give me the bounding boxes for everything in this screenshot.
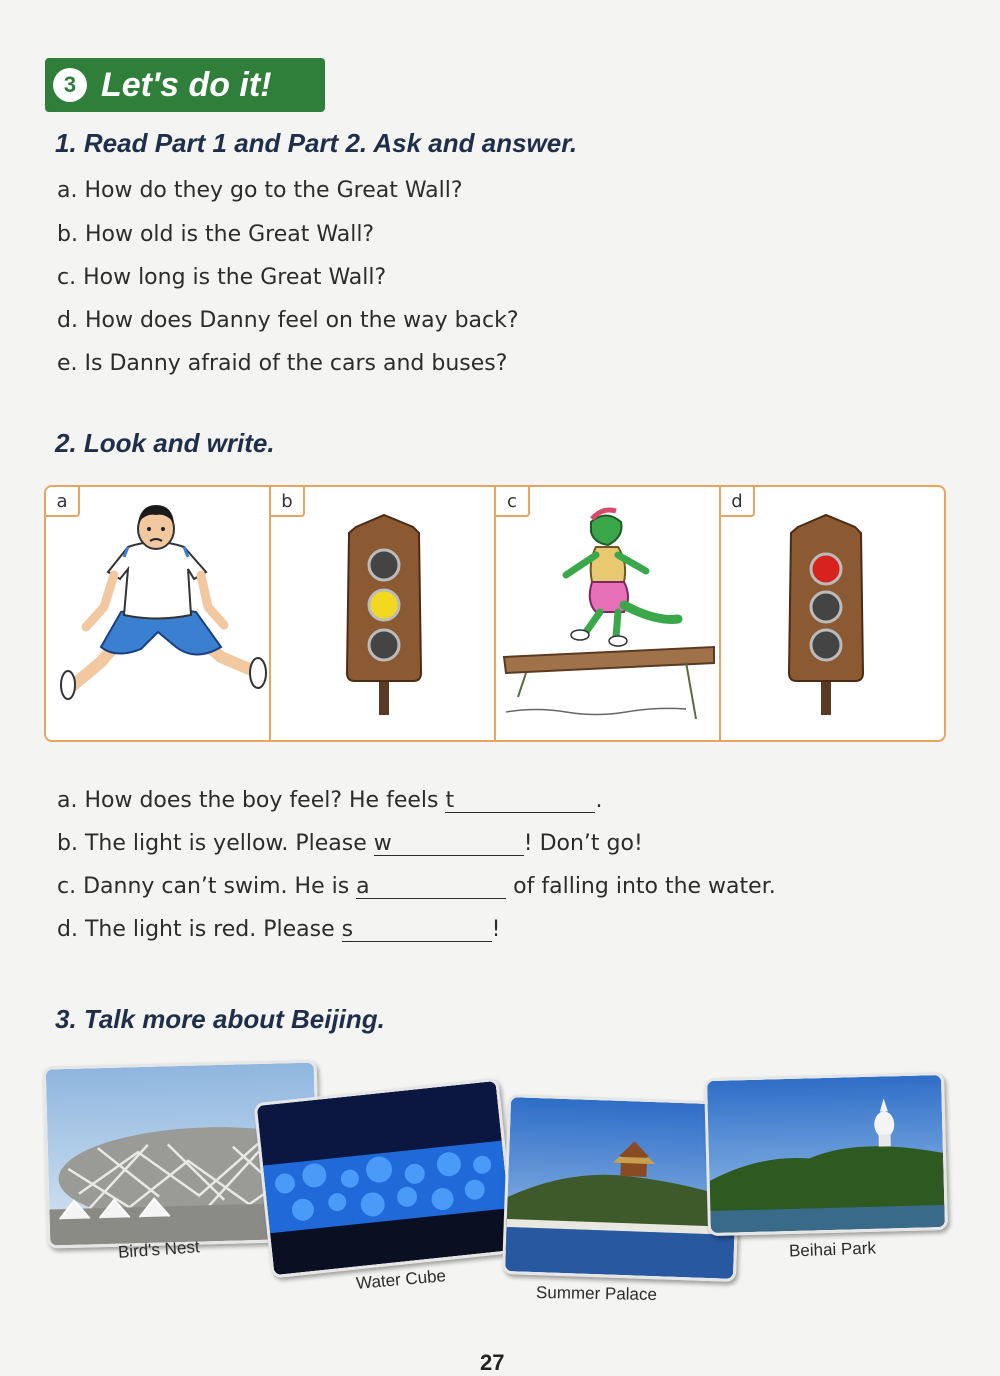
answer-blank-a[interactable] [445, 788, 595, 813]
water-cube-label: Water Cube [355, 1266, 447, 1293]
beihai-park-photo [704, 1072, 948, 1236]
section-title: Let's do it! [101, 65, 272, 104]
sentence-a-end: . [595, 788, 603, 813]
panel-d [721, 487, 944, 740]
question-c: c. How long is the Great Wall? [57, 265, 387, 290]
section-header [45, 58, 325, 112]
question-e: e. Is Danny afraid of the cars and buses? [57, 351, 508, 376]
page-number: 27 [480, 1350, 505, 1375]
sentence-a-text: a. How does the boy feel? He feels [57, 788, 446, 813]
panel-b [271, 487, 496, 740]
question-a: a. How do they go to the Great Wall? [57, 178, 463, 203]
part1-heading: 1. Read Part 1 and Part 2. Ask and answer. [55, 128, 578, 158]
panel-a [46, 487, 271, 740]
beihai-park-label: Beihai Park [788, 1238, 877, 1261]
panel-letter-c: c [496, 487, 530, 517]
sentence-d [57, 917, 500, 942]
water-cube-photo [253, 1078, 516, 1279]
hint-letter-a: t [445, 788, 455, 813]
sentence-b-end: ! Don’t go! [523, 831, 643, 856]
part3-heading: 3. Talk more about Beijing. [55, 1004, 385, 1034]
summer-palace-label: Summer Palace [535, 1282, 658, 1305]
picture-panels [44, 485, 946, 742]
part2-heading: 2. Look and write. [55, 428, 275, 458]
panel-c [496, 487, 721, 740]
sentence-d-end: ! [491, 917, 501, 942]
sentence-b [57, 831, 643, 856]
sentence-a [57, 788, 602, 813]
danny-on-bridge-icon [496, 487, 720, 740]
hint-letter-c: a [356, 874, 370, 899]
yellow-traffic-light-icon [271, 487, 495, 740]
section-number: 3 [53, 68, 87, 102]
question-d: d. How does Danny feel on the way back? [57, 308, 519, 333]
sentence-c [57, 874, 776, 899]
panel-letter-a: a [46, 487, 80, 517]
answer-blank-d[interactable] [342, 917, 492, 942]
sentence-c-end: of falling into the water. [506, 874, 776, 899]
hint-letter-d: s [341, 917, 354, 942]
panel-letter-d: d [721, 487, 755, 517]
sentence-c-text: c. Danny can’t swim. He is [57, 874, 357, 899]
birds-nest-label: Bird's Nest [117, 1237, 201, 1262]
panel-letter-b: b [271, 487, 305, 517]
sentence-d-text: d. The light is red. Please [57, 917, 342, 942]
answer-blank-b[interactable] [374, 831, 524, 856]
hint-letter-b: w [373, 831, 392, 856]
red-traffic-light-icon [721, 487, 945, 740]
sentence-b-text: b. The light is yellow. Please [57, 831, 374, 856]
question-b: b. How old is the Great Wall? [57, 222, 375, 247]
tired-boy-icon [46, 487, 270, 740]
answer-blank-c[interactable] [356, 874, 506, 899]
